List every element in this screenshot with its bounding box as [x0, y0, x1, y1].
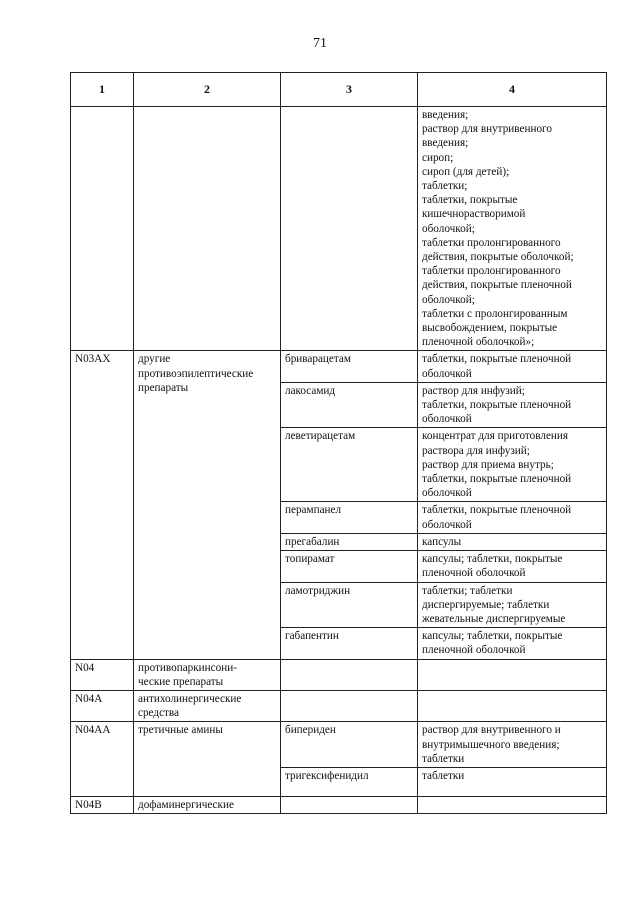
- forms-cell: [418, 767, 607, 796]
- group-line: ческие препараты: [138, 675, 224, 688]
- column-header-2: 2: [134, 73, 281, 107]
- drug-cell: топирамат: [281, 551, 418, 582]
- drug-cell: перампанел: [281, 502, 418, 533]
- form-line: введения;: [422, 137, 469, 150]
- form-line: диспергируемые; таблетки: [422, 598, 550, 611]
- code-cell: N03AX: [71, 351, 134, 659]
- code-cell: N04AA: [71, 722, 134, 797]
- group-cell: [134, 722, 281, 797]
- forms-cell: [418, 351, 607, 382]
- group-line: противоэпилептические: [138, 367, 254, 380]
- column-header-1: 1: [71, 73, 134, 107]
- form-line: оболочкой: [422, 367, 472, 380]
- form-line: раствор для инфузий;: [422, 384, 525, 397]
- form-line: таблетки; таблетки: [422, 584, 513, 597]
- code-cell: [71, 107, 134, 351]
- form-line: таблетки: [422, 752, 465, 765]
- form-line: кишечнорастворимой: [422, 208, 526, 221]
- forms-cell: [418, 628, 607, 659]
- form-line: оболочкой;: [422, 293, 475, 306]
- table-row-continuation: [71, 107, 607, 351]
- form-line: таблетки, покрытые пленочной: [422, 353, 572, 366]
- code-cell: N04B: [71, 796, 134, 813]
- form-line: таблетки: [422, 769, 465, 782]
- form-line: капсулы; таблетки, покрытые: [422, 553, 563, 566]
- form-line: действия, покрытые пленочной: [422, 279, 572, 292]
- drug-cell: [281, 796, 418, 813]
- group-line: антихолинергические: [138, 692, 242, 705]
- group-line: дофаминергические: [138, 798, 234, 811]
- form-line: капсулы; таблетки, покрытые: [422, 630, 563, 643]
- form-line: таблетки с пролонгированным: [422, 307, 568, 320]
- drug-cell: тригексифенидил: [281, 767, 418, 796]
- forms-cell: [418, 107, 607, 351]
- form-line: таблетки пролонгированного: [422, 236, 561, 249]
- group-cell: [134, 351, 281, 659]
- form-line: оболочкой: [422, 518, 472, 531]
- column-header-4: 4: [418, 73, 607, 107]
- drug-cell: [281, 690, 418, 721]
- table-row: [71, 796, 607, 813]
- form-line: введения;: [422, 109, 469, 121]
- form-line: раствор для приема внутрь;: [422, 458, 554, 471]
- page-number: 71: [313, 36, 327, 51]
- table-header-row: [71, 73, 607, 107]
- form-line: раствора для инфузий;: [422, 444, 530, 457]
- table-row: [71, 659, 607, 690]
- forms-cell: [418, 796, 607, 813]
- drug-cell: бриварацетам: [281, 351, 418, 382]
- table-row: [71, 722, 607, 768]
- form-line: сироп;: [422, 151, 454, 164]
- code-cell: N04: [71, 659, 134, 690]
- form-line: таблетки, покрытые пленочной: [422, 399, 572, 412]
- drug-cell: прегабалин: [281, 533, 418, 550]
- group-cell: [134, 690, 281, 721]
- form-line: внутримышечного введения;: [422, 738, 560, 751]
- group-cell: [134, 796, 281, 813]
- group-cell: [134, 107, 281, 351]
- table-row: [71, 351, 607, 382]
- form-line: оболочкой: [422, 487, 472, 500]
- forms-cell: [418, 533, 607, 550]
- form-line: действия, покрытые оболочкой;: [422, 251, 574, 264]
- forms-cell: [418, 722, 607, 768]
- form-line: концентрат для приготовления: [422, 430, 569, 443]
- form-line: пленочной оболочкой: [422, 644, 526, 657]
- column-header-3: 3: [281, 73, 418, 107]
- drug-cell: леветирацетам: [281, 428, 418, 502]
- form-line: раствор для внутривенного и: [422, 724, 561, 737]
- drug-table: [70, 72, 607, 814]
- forms-cell: [418, 582, 607, 628]
- forms-cell: [418, 428, 607, 502]
- form-line: пленочной оболочкой»;: [422, 336, 535, 349]
- drug-cell: [281, 659, 418, 690]
- form-line: таблетки, покрытые: [422, 194, 518, 207]
- group-line: другие: [138, 353, 171, 366]
- drug-cell: лакосамид: [281, 382, 418, 428]
- group-line: препараты: [138, 381, 189, 394]
- code-cell: N04A: [71, 690, 134, 721]
- form-line: пленочной оболочкой: [422, 567, 526, 580]
- forms-cell: [418, 502, 607, 533]
- forms-cell: [418, 659, 607, 690]
- forms-cell: [418, 690, 607, 721]
- forms-cell: [418, 551, 607, 582]
- form-line: сироп (для детей);: [422, 165, 510, 178]
- form-line: таблетки пролонгированного: [422, 265, 561, 278]
- group-line: третичные амины: [138, 724, 223, 737]
- form-line: раствор для внутривенного: [422, 123, 552, 136]
- form-line: таблетки;: [422, 180, 468, 193]
- form-line: таблетки, покрытые пленочной: [422, 473, 572, 486]
- drug-cell: [281, 107, 418, 351]
- form-line: таблетки, покрытые пленочной: [422, 504, 572, 517]
- form-line: оболочкой;: [422, 222, 475, 235]
- drug-cell: бипериден: [281, 722, 418, 768]
- form-line: жевательные диспергируемые: [422, 612, 566, 625]
- forms-cell: [418, 382, 607, 428]
- form-line: высвобождением, покрытые: [422, 322, 558, 335]
- form-line: капсулы: [422, 535, 462, 548]
- group-cell: [134, 659, 281, 690]
- form-line: оболочкой: [422, 413, 472, 426]
- drug-cell: ламотриджин: [281, 582, 418, 628]
- group-line: средства: [138, 707, 180, 720]
- group-line: противопаркинсони-: [138, 661, 237, 674]
- drug-cell: габапентин: [281, 628, 418, 659]
- table-row: [71, 690, 607, 721]
